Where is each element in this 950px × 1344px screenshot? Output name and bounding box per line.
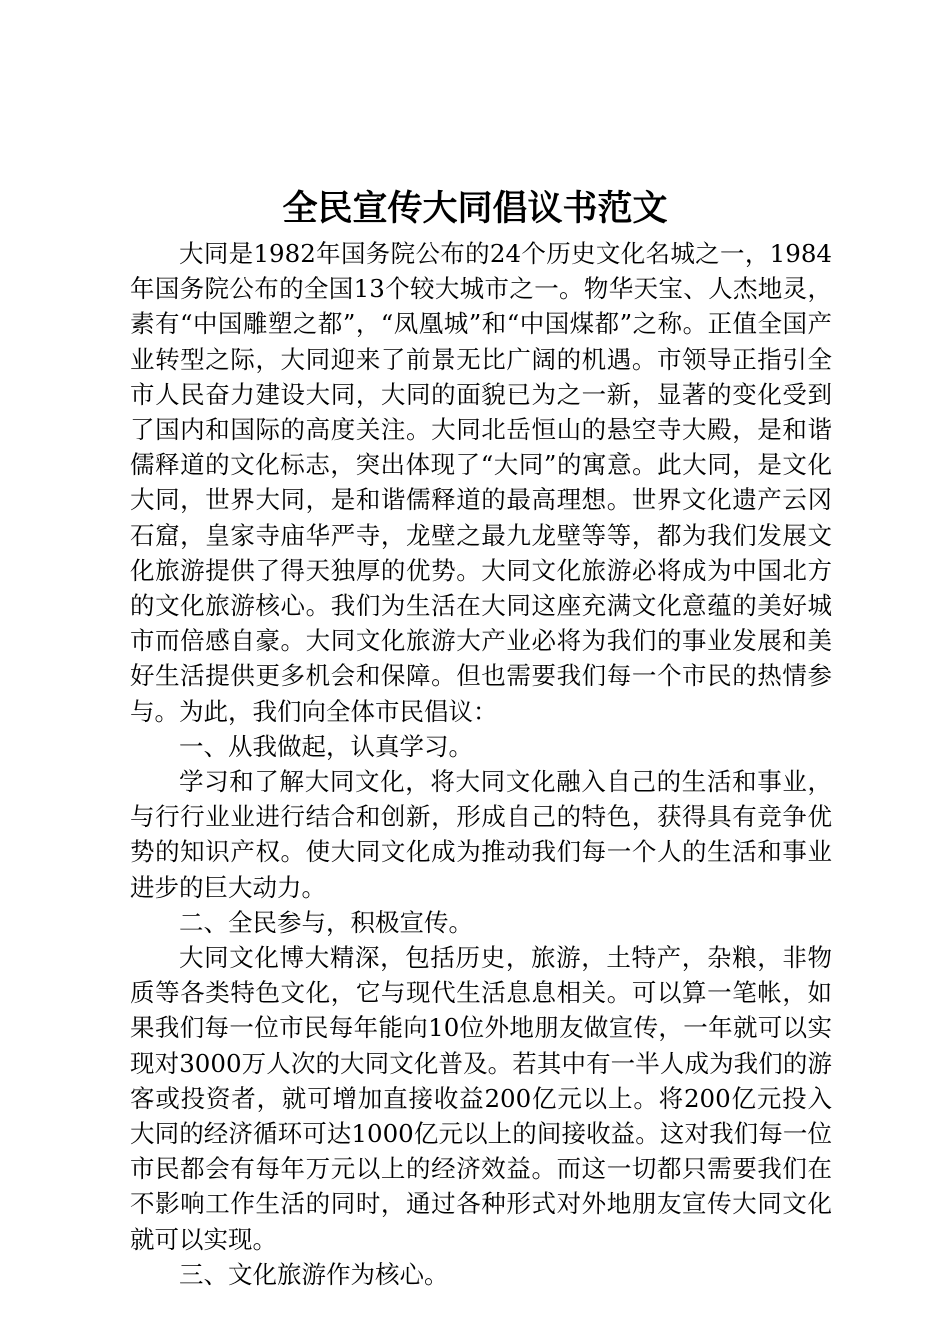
document-title: 全民宣传大同倡议书范文 bbox=[282, 188, 668, 229]
paragraph-promotion: 大同文化博大精深，包括历史，旅游，土特产，杂粮，非物质等各类特色文化，它与现代生活息息相关。可以算一笔帐，如果我们每一位市民每年能向10位外地朋友做宣传，一年就可以实现对3000万人次的大同文化普及。若其中有一半人成为我们的游客或投资者，就可增加直接收益200亿元以上。将200亿元投入大同的经济循环可达1000亿元以上的间接收益。这对我们每一位市民都会有每年万元以上的经济效益。而这一切都只需要我们在不影响工作生活的同时，通过各种形式对外地朋友宣传大同文化就可以实现。 bbox=[130, 943, 832, 1254]
document-body bbox=[130, 236, 832, 1292]
section-heading-3: 三、文化旅游作为核心。 bbox=[179, 1259, 449, 1289]
section-heading-1: 一、从我做起，认真学习。 bbox=[179, 731, 473, 761]
section-heading-2: 二、全民参与，积极宣传。 bbox=[179, 907, 473, 937]
paragraph-study: 学习和了解大同文化，将大同文化融入自己的生活和事业，与行行业业进行结合和创新，形成自己的特色，获得具有竞争优势的知识产权。使大同文化成为推动我们每一个人的生活和事业进步的巨大动力。 bbox=[130, 767, 832, 902]
paragraph-intro: 大同是1982年国务院公布的24个历史文化名城之一，1984年国务院公布的全国13个较大城市之一。物华天宝、人杰地灵，素有“中国雕塑之都”，“凤凰城”和“中国煤都”之称。正值全国产业转型之际，大同迎来了前景无比广阔的机遇。市领导正指引全市人民奋力建设大同，大同的面貌已为之一新，显著的变化受到了国内和国际的高度关注。大同北岳恒山的悬空寺大殿，是和谐儒释道的文化标志，突出体现了“大同”的寓意。此大同，是文化大同，世界大同，是和谐儒释道的最高理想。世界文化遗产云冈石窟，皇家寺庙华严寺，龙壁之最九龙壁等等，都为我们发展文化旅游提供了得天独厚的优势。大同文化旅游必将成为中国北方的文化旅游核心。我们为生活在大同这座充满文化意蕴的美好城市而倍感自豪。大同文化旅游大产业必将为我们的事业发展和美好生活提供更多机会和保障。但也需要我们每一个市民的热情参与。为此，我们向全体市民倡议： bbox=[130, 239, 832, 726]
